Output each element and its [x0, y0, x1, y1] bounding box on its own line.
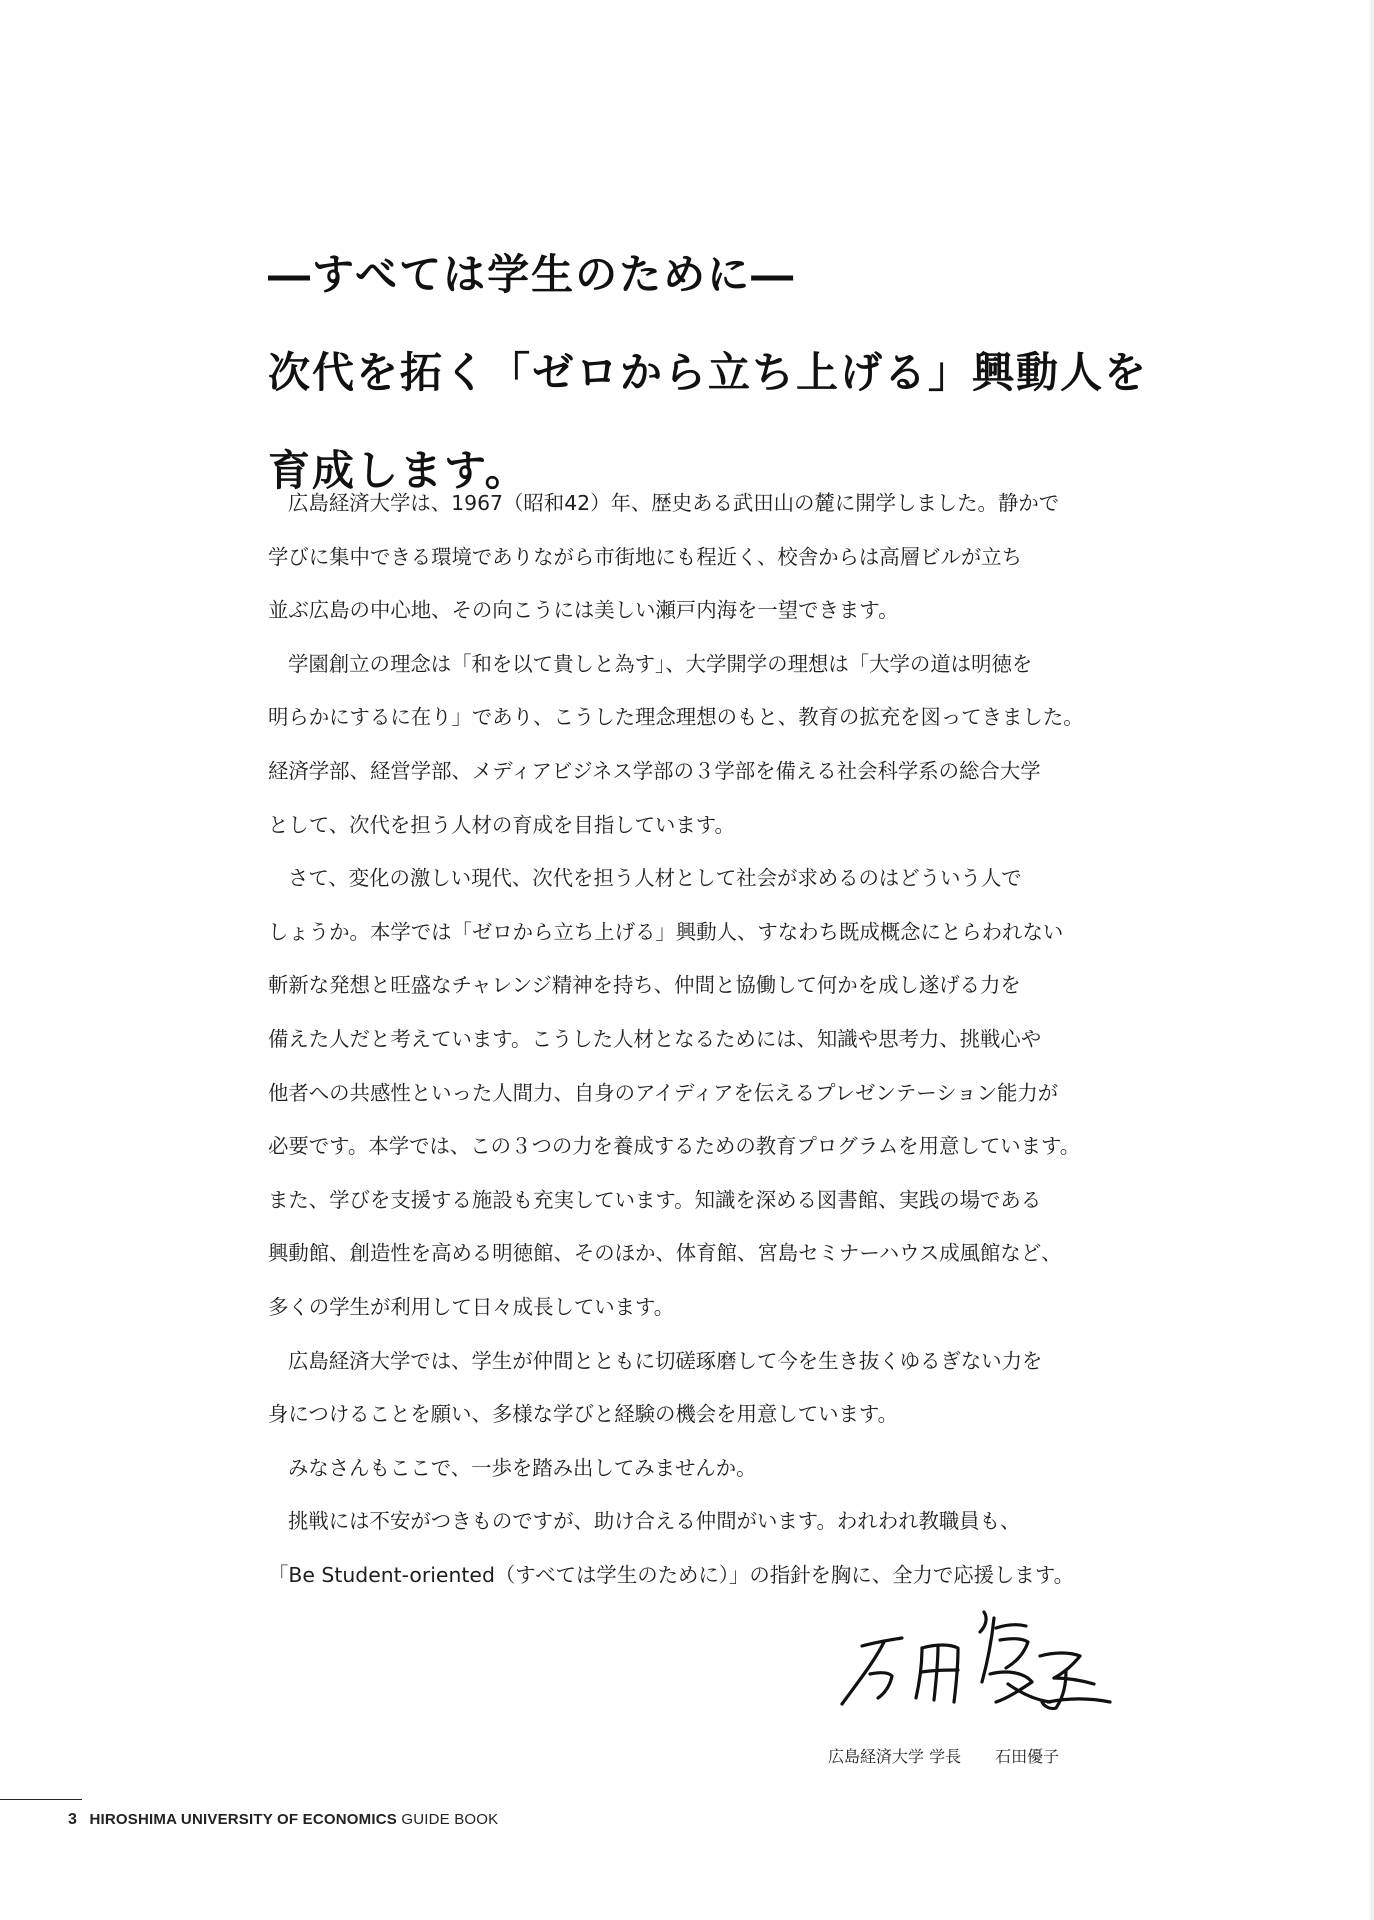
body-line: 備えた人だと考えています。こうした人材となるためには、知識や思考力、挑戦心や	[268, 1026, 1042, 1051]
body-line: 挑戦には不安がつきものですが、助け合える仲間がいます。われわれ教職員も、	[288, 1509, 1021, 1534]
body-line: として、次代を担う人材の育成を目指しています。	[268, 812, 735, 837]
body-line: 経済学部、経営学部、メディアビジネス学部の３学部を備える社会科学系の総合大学	[268, 758, 1041, 783]
body-line: 他者への共感性といった人間力、自身のアイディアを伝えるプレゼンテーション能力が	[268, 1080, 1059, 1105]
handwritten-signature	[818, 1598, 1118, 1718]
body-line: 学園創立の理念は「和を以て貴しと為す」、大学開学の理想は「大学の道は明徳を	[288, 651, 1033, 676]
headline-line: 育成します。	[268, 446, 529, 495]
body-line: 広島経済大学は、1967（昭和42）年、歴史ある武田山の麓に開学しました。静かで	[288, 491, 1060, 515]
body-line: 「Be Student-oriented（すべては学生のために）」の指針を胸に、全力で応援します。	[268, 1562, 1074, 1587]
body-line: 明らかにするに在り」であり、こうした理念理想のもと、教育の拡充を図ってきました。	[268, 705, 1084, 730]
signer-title: 広島経済大学 学長	[828, 1747, 962, 1766]
headline-line: ―すべては学生のために―	[268, 250, 796, 299]
page-edge	[1370, 0, 1374, 1920]
body-line: また、学びを支援する施設も充実しています。知識を深める図書館、実践の場である	[268, 1187, 1042, 1212]
body-line: 多くの学生が利用して日々成長しています。	[268, 1294, 675, 1319]
body-line: 斬新な発想と旺盛なチャレンジ精神を持ち、仲間と協働して何かを成し遂げる力を	[268, 973, 1021, 998]
body-line: さて、変化の激しい現代、次代を担う人材として社会が求めるのはどういう人で	[288, 866, 1022, 891]
body-line: 学びに集中できる環境でありながら市街地にも程近く、校舎からは高層ビルが立ち	[268, 544, 1023, 569]
body-line: 並ぶ広島の中心地、その向こうには美しい瀬戸内海を一望できます。	[268, 598, 899, 623]
body-line: 必要です。本学では、この３つの力を養成するための教育プログラムを用意しています。	[268, 1134, 1081, 1159]
body-line: みなさんもここで、一歩を踏み出してみませんか。	[288, 1455, 757, 1480]
body-line: 身につけることを願い、多様な学びと経験の機会を用意しています。	[268, 1402, 899, 1427]
signer-name: 石田優子	[995, 1747, 1060, 1766]
body-line: 興動館、創造性を高める明徳館、そのほか、体育館、宮島セミナーハウス成風館など、	[268, 1241, 1062, 1266]
headline-line: 次代を拓く「ゼロから立ち上げる」興動人を	[268, 348, 1149, 397]
signer-caption	[828, 1744, 1128, 1767]
footer-book: GUIDE BOOK	[401, 1811, 499, 1828]
footer-rule	[0, 1799, 82, 1800]
headline	[268, 226, 1168, 520]
body-line: しょうか。本学では「ゼロから立ち上げる」興動人、すなわち既成概念にとらわれない	[268, 919, 1064, 944]
page-number: 3	[68, 1811, 78, 1828]
page-footer	[68, 1811, 498, 1829]
message-body	[268, 477, 1108, 1602]
body-line: 広島経済大学では、学生が仲間とともに切磋琢磨して今を生き抜くゆるぎない力を	[288, 1348, 1043, 1373]
footer-university: HIROSHIMA UNIVERSITY OF ECONOMICS	[89, 1811, 397, 1828]
